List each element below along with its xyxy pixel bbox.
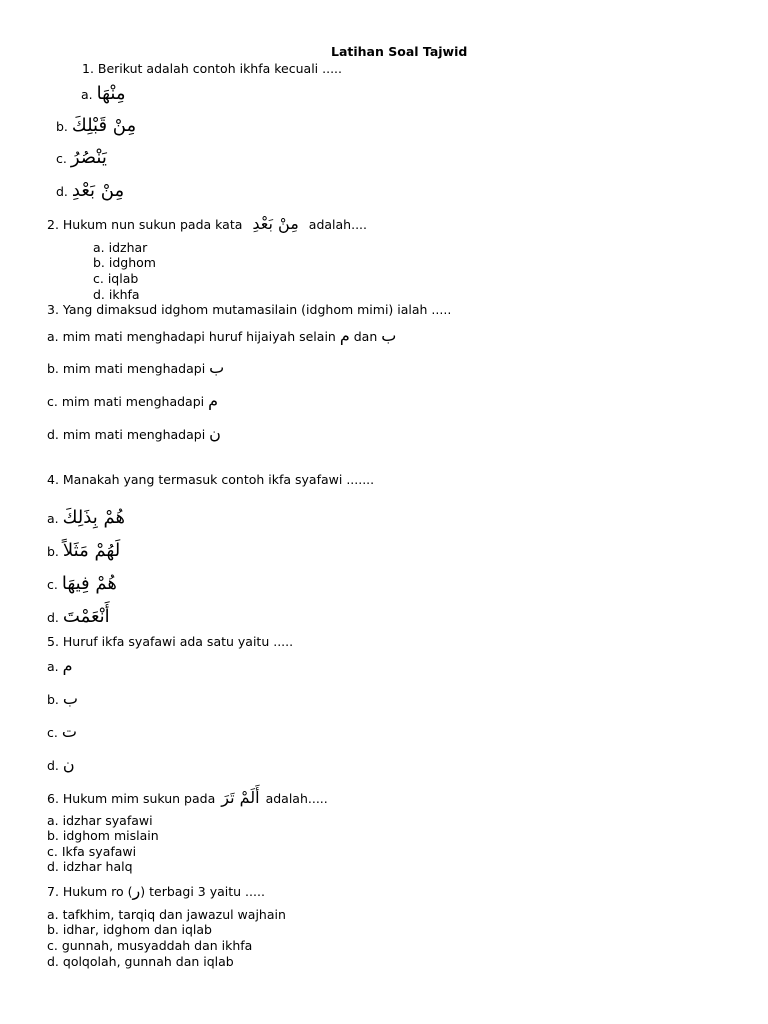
option-label: d. xyxy=(47,610,59,625)
q5-option-a xyxy=(47,658,73,675)
arabic-text: أَلَمْ تَرَ xyxy=(221,788,260,807)
arabic-text: أَنْعَمْتَ xyxy=(62,606,110,627)
arabic-text: م xyxy=(208,391,219,410)
q2-option-d: d. ikhfa xyxy=(93,287,140,302)
question-text: 6. Hukum mim sukun pada xyxy=(47,791,216,806)
option-label: a. xyxy=(47,511,59,526)
q3-option-c xyxy=(47,393,218,410)
question-6 xyxy=(47,790,328,807)
q6-option-d: d. idzhar halq xyxy=(47,859,133,874)
option-label: b. xyxy=(56,119,68,134)
q7-option-a: a. tafkhim, tarqiq dan jawazul wajhain xyxy=(47,907,286,922)
question-3: 3. Yang dimaksud idghom mutamasilain (idghom mimi) ialah ..... xyxy=(47,302,452,317)
q7-option-b: b. idhar, idghom dan iqlab xyxy=(47,922,212,937)
q2-option-b: b. idghom xyxy=(93,255,156,270)
option-label: b. xyxy=(47,544,59,559)
option-text: a. mim mati menghadapi huruf hijaiyah selain xyxy=(47,329,336,344)
q6-option-b: b. idghom mislain xyxy=(47,828,159,843)
option-text: c. mim mati menghadapi xyxy=(47,394,205,409)
question-1: 1. Berikut adalah contoh ikhfa kecuali ..... xyxy=(82,61,342,76)
q3-option-d xyxy=(47,426,221,443)
arabic-text: ت xyxy=(61,722,77,741)
arabic-text: ن xyxy=(209,424,221,443)
option-label: b. xyxy=(47,692,59,707)
arabic-text: ر xyxy=(132,881,141,900)
q1-option-d xyxy=(56,180,125,201)
q6-option-c: c. Ikfa syafawi xyxy=(47,844,137,859)
q7-option-d: d. qolqolah, gunnah dan iqlab xyxy=(47,954,234,969)
q5-option-d xyxy=(47,757,75,774)
q7-option-c: c. gunnah, musyaddah dan ikhfa xyxy=(47,938,253,953)
arabic-text: هُمْ بِذَلِكَ xyxy=(62,507,125,528)
option-label: c. xyxy=(56,151,67,166)
q1-option-a xyxy=(81,83,126,104)
question-text: ) terbagi 3 yaitu ..... xyxy=(140,884,265,899)
arabic-text: ب xyxy=(209,358,225,377)
arabic-text: مِنْهَا xyxy=(96,83,126,104)
arabic-text: يَنْصُرُ xyxy=(70,147,107,168)
question-5: 5. Huruf ikfa syafawi ada satu yaitu ..... xyxy=(47,634,294,649)
option-label: d. xyxy=(56,184,68,199)
question-7 xyxy=(47,883,265,900)
question-text: 2. Hukum nun sukun pada kata xyxy=(47,217,243,232)
question-text: adalah..... xyxy=(265,791,328,806)
arabic-text: هُمْ فِيهَا xyxy=(61,573,117,594)
arabic-text: مِنْ بَعْدِ xyxy=(71,180,125,201)
option-label: c. xyxy=(47,577,58,592)
option-label: c. xyxy=(47,725,58,740)
page-title: Latihan Soal Tajwid xyxy=(331,44,468,59)
option-label: d. xyxy=(47,758,59,773)
question-2 xyxy=(47,216,367,233)
arabic-text: مِنْ بَعْدِ xyxy=(252,214,299,233)
question-text: 7. Hukum ro ( xyxy=(47,884,133,899)
q1-option-c xyxy=(56,147,107,168)
arabic-text: م xyxy=(62,656,73,675)
option-text: d. mim mati menghadapi xyxy=(47,427,206,442)
arabic-text: ن xyxy=(62,755,75,774)
q1-option-b xyxy=(56,115,137,136)
q3-option-b xyxy=(47,360,224,377)
arabic-text: ب xyxy=(381,326,397,345)
q3-option-a xyxy=(47,328,396,345)
option-label: a. xyxy=(81,87,93,102)
q4-option-d xyxy=(47,606,110,627)
arabic-text: م xyxy=(339,326,350,345)
q5-option-b xyxy=(47,691,78,708)
q4-option-a xyxy=(47,507,125,528)
q4-option-c xyxy=(47,573,117,594)
option-label: a. xyxy=(47,659,59,674)
option-text: b. mim mati menghadapi xyxy=(47,361,206,376)
arabic-text: لَهُمْ مَثَلاً xyxy=(62,540,121,561)
q6-option-a: a. idzhar syafawi xyxy=(47,813,153,828)
question-4: 4. Manakah yang termasuk contoh ikfa syafawi ....... xyxy=(47,472,375,487)
question-text: adalah.... xyxy=(308,217,367,232)
arabic-text: ب xyxy=(62,689,78,708)
option-text: dan xyxy=(353,329,378,344)
q5-option-c xyxy=(47,724,77,741)
q2-option-a: a. idzhar xyxy=(93,240,148,255)
q4-option-b xyxy=(47,540,121,561)
q2-option-c: c. iqlab xyxy=(93,271,139,286)
arabic-text: مِنْ قَبْلِكَ xyxy=(71,115,137,136)
